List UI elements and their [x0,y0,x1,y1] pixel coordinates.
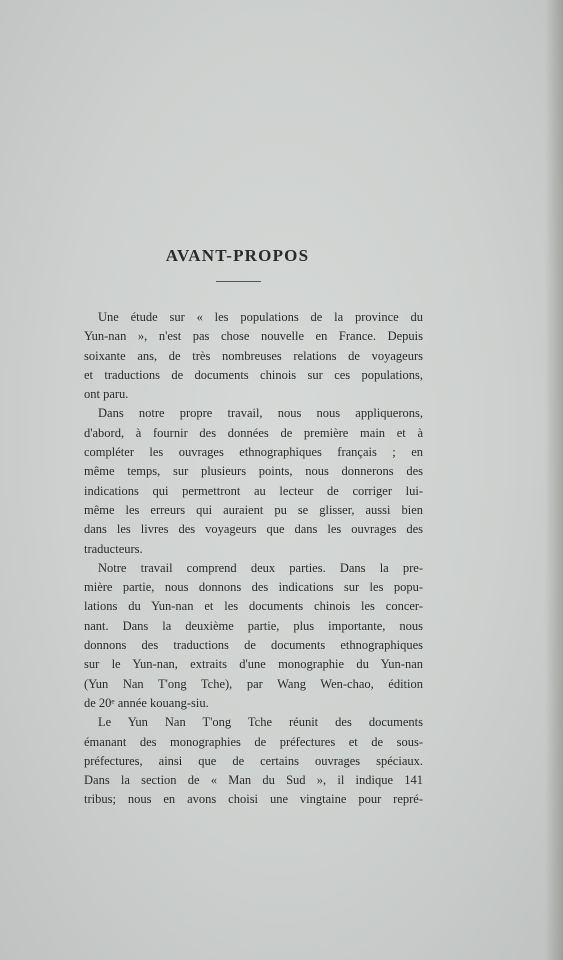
text-line: traducteurs. [84,541,143,556]
text-line: Yun-nan », n'est pas chose nouvelle en France. Depuis [84,329,423,344]
text-line: préfectures, ainsi que de certains ouvrages spéciaux. [84,753,423,768]
text-line: nant. Dans la deuxième partie, plus importante, nous [84,618,423,633]
text-line: même les erreurs qui auraient pu se glisser, aussi bien [84,502,423,517]
page-edge-shadow [545,0,563,960]
text-line: Une étude sur « les populations de la province du [98,310,423,324]
text-line: dans les livres des voyageurs que dans les ouvrages des [84,522,423,537]
text-line: même temps, sur plusieurs points, nous donnerons des [84,464,423,479]
text-line: Dans la section de « Man du Sud », il indique 141 [84,773,423,788]
paragraph [84,404,423,558]
text-line: donnons des traductions de documents ethnographiques [84,638,423,653]
text-line: Le Yun Nan T'ong Tche réunit des documents [98,715,423,730]
text-line: soixante ans, de très nombreuses relations de voyageurs [84,348,423,363]
text-line: de 20ᵉ année kouang-siu. [84,695,209,710]
title-rule [216,281,261,282]
text-line: compléter les ouvrages ethnographiques français ; en [84,445,423,460]
text-line: d'abord, à fournir des données de première main et à [84,425,423,440]
paragraph [84,713,423,809]
text-line: Dans notre propre travail, nous nous appliquerons, [98,406,423,421]
text-line: et traductions de documents chinois sur ces populations, [84,367,423,382]
text-line: ont paru. [84,387,129,402]
text-line: mière partie, nous donnons des indications sur les popu- [84,580,423,595]
paragraph [84,308,423,404]
text-line: Notre travail comprend deux parties. Dans la pre- [98,560,423,575]
paragraph [84,559,423,713]
text-line: indications qui permettront au lecteur de corriger lui- [84,483,423,498]
text-line: sur le Yun-nan, extraits d'une monographie du Yun-nan [84,657,423,672]
page-title: AVANT-PROPOS [165,246,310,265]
text-line: tribus; nous en avons choisi une vingtaine pour repré- [84,792,423,807]
body-text [84,308,423,810]
text-line: émanant des monographies de préfectures et de sous- [84,734,423,749]
text-line: (Yun Nan T'ong Tche), par Wang Wen-chao, édition [84,676,423,691]
text-line: lations du Yun-nan et les documents chinois les concer- [84,599,423,614]
